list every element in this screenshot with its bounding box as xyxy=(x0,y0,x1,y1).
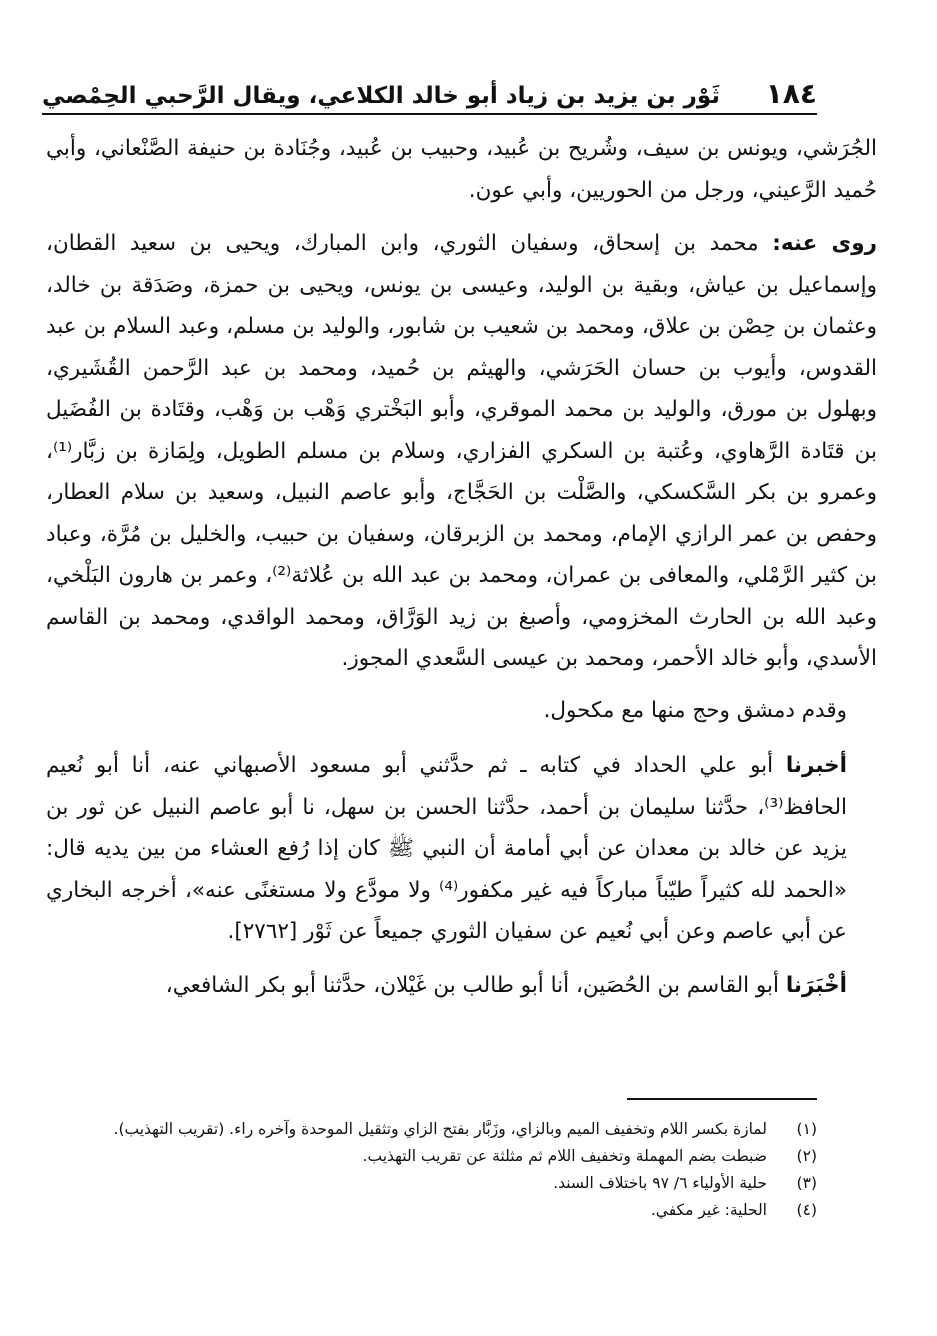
footnote xyxy=(42,1143,817,1170)
paragraph-isnad xyxy=(46,965,877,1007)
footnote-number: (٤) xyxy=(796,1201,817,1219)
paragraph-lead: أخْبَرَنا xyxy=(785,972,847,998)
paragraph-text: وقدم دمشق وحج منها مع مكحول. xyxy=(543,697,847,723)
footnotes xyxy=(42,1116,817,1224)
footnote-divider xyxy=(627,1098,817,1100)
footnote xyxy=(42,1197,817,1224)
paragraph-narrators xyxy=(46,223,877,690)
running-title: ثَوْر بن يزيد بن زياد أبو خالد الكلاعي، ويقال الرَّحبي الحِمْصي xyxy=(42,83,720,109)
footnote xyxy=(42,1170,817,1197)
paragraph-lead: روى عنه: xyxy=(772,231,878,256)
main-text xyxy=(46,128,877,1006)
footnote xyxy=(42,1116,817,1143)
paragraph-text: أبو القاسم بن الحُصَين، أنا أبو طالب بن غَيْلان، حدَّثنا أبو بكر الشافعي، xyxy=(165,972,786,998)
paragraph-lead: أخبرنا xyxy=(785,753,847,778)
header-divider xyxy=(42,113,817,115)
paragraph-text: أبو علي الحداد في كتابه ـ ثم حدَّثني أبو مسعود الأصبهاني عنه، أنا أبو نُعيم الحافظ⁽³⁾، حدَّثنا سليمان بن أحمد، حدَّثنا الحسن بن سهل، نا أبو عاصم النبيل عن ثور بن يزيد عن خالد بن معدان عن أبي أمامة أن النبي ﷺ كان إذا رُفع العشاء من بين يديه قال: «الحمد لله كثيراً طيّباً مباركاً فيه غير مكفور⁽⁴⁾ ولا مودَّع ولا مستغنًى عنه»، أخرجه البخاري عن أبي عاصم وعن أبي نُعيم عن سفيان الثوري جميعاً عن ثَوْر [٢٧٦٢]. xyxy=(46,753,848,944)
paragraph-text: محمد بن إسحاق، وسفيان الثوري، وابن المبارك، ويحيى بن سعيد القطان، وإسماعيل بن عياش، وبقية بن الوليد، وعيسى بن يونس، ويحيى بن حمزة، وصَدَقة بن خالد، وعثمان بن حِصْن بن علاق، ومحمد بن شعيب بن شابور، والوليد بن مسلم، وعبد السلام بن عبد القدوس، وأيوب بن حسان الحَرَشي، والهيثم بن حُميد، ومحمد بن عبد الرَّحمن القُشَيري، وبهلول بن مورق، والوليد بن محمد الموقري، وأبو البَخْتري وَهْب بن وَهْب، وقتَادة بن الفُضَيل بن قتَادة الرَّهاوي، وعُتبة بن السكري الفزاري، وسلام بن مسلم الطويل، ولِمَازة بن زبَّار⁽¹⁾، وعمرو بن بكر السَّكسكي، والصَّلْت بن الحَجَّاج، وأبو عاصم النبيل، وسعيد بن سلام العطار، وحفص بن عمر الرازي الإمام، ومحمد بن الزبرقان، وسفيان بن حبيب، والخليل بن مُرَّة، وعباد بن كثير الرَّمْلي، والمعافى بن عمران، ومحمد بن عبد الله بن عُلاثة⁽²⁾، وعمر بن هارون البَلْخي، وعبد الله بن الحارث المخزومي، وأصبغ بن زيد الوَرَّاق، ومحمد الواقدي، ومحمد بن القاسم الأسدي، وأبو خالد الأحمر، ومحمد بن عيسى السَّعدي المجوز. xyxy=(46,231,877,671)
page-number: ١٨٤ xyxy=(765,77,817,110)
footnote-text: الحلية: غير مكفي. xyxy=(650,1201,767,1219)
footnote-number: (٣) xyxy=(796,1174,817,1192)
paragraph-teachers xyxy=(46,128,877,223)
paragraph-hadith xyxy=(46,745,877,965)
footnote-text: حلية الأولياء ٦/ ٩٧ باختلاف السند. xyxy=(553,1174,767,1192)
paragraph-travel xyxy=(46,690,877,746)
footnote-number: (٢) xyxy=(796,1147,817,1165)
footnote-number: (١) xyxy=(796,1120,817,1138)
page-header xyxy=(42,58,817,108)
paragraph-text: الجُرَشي، ويونس بن سيف، وشُريح بن عُبيد، وحبيب بن عُبيد، وجُنَادة بن حنيفة الصَّنْعاني، وأبي حُميد الرَّعيني، ورجل من الحوريين، وأبي عون. xyxy=(46,136,877,203)
footnote-text: ضبطت بضم المهملة وتخفيف اللام ثم مثلثة عن تقريب التهذيب. xyxy=(362,1147,767,1165)
footnote-text: لمازة بكسر اللام وتخفيف الميم وبالزاي، وزَبَّار بفتح الزاي وتثقيل الموحدة وآخره راء. (تقريب التهذيب). xyxy=(113,1120,767,1138)
